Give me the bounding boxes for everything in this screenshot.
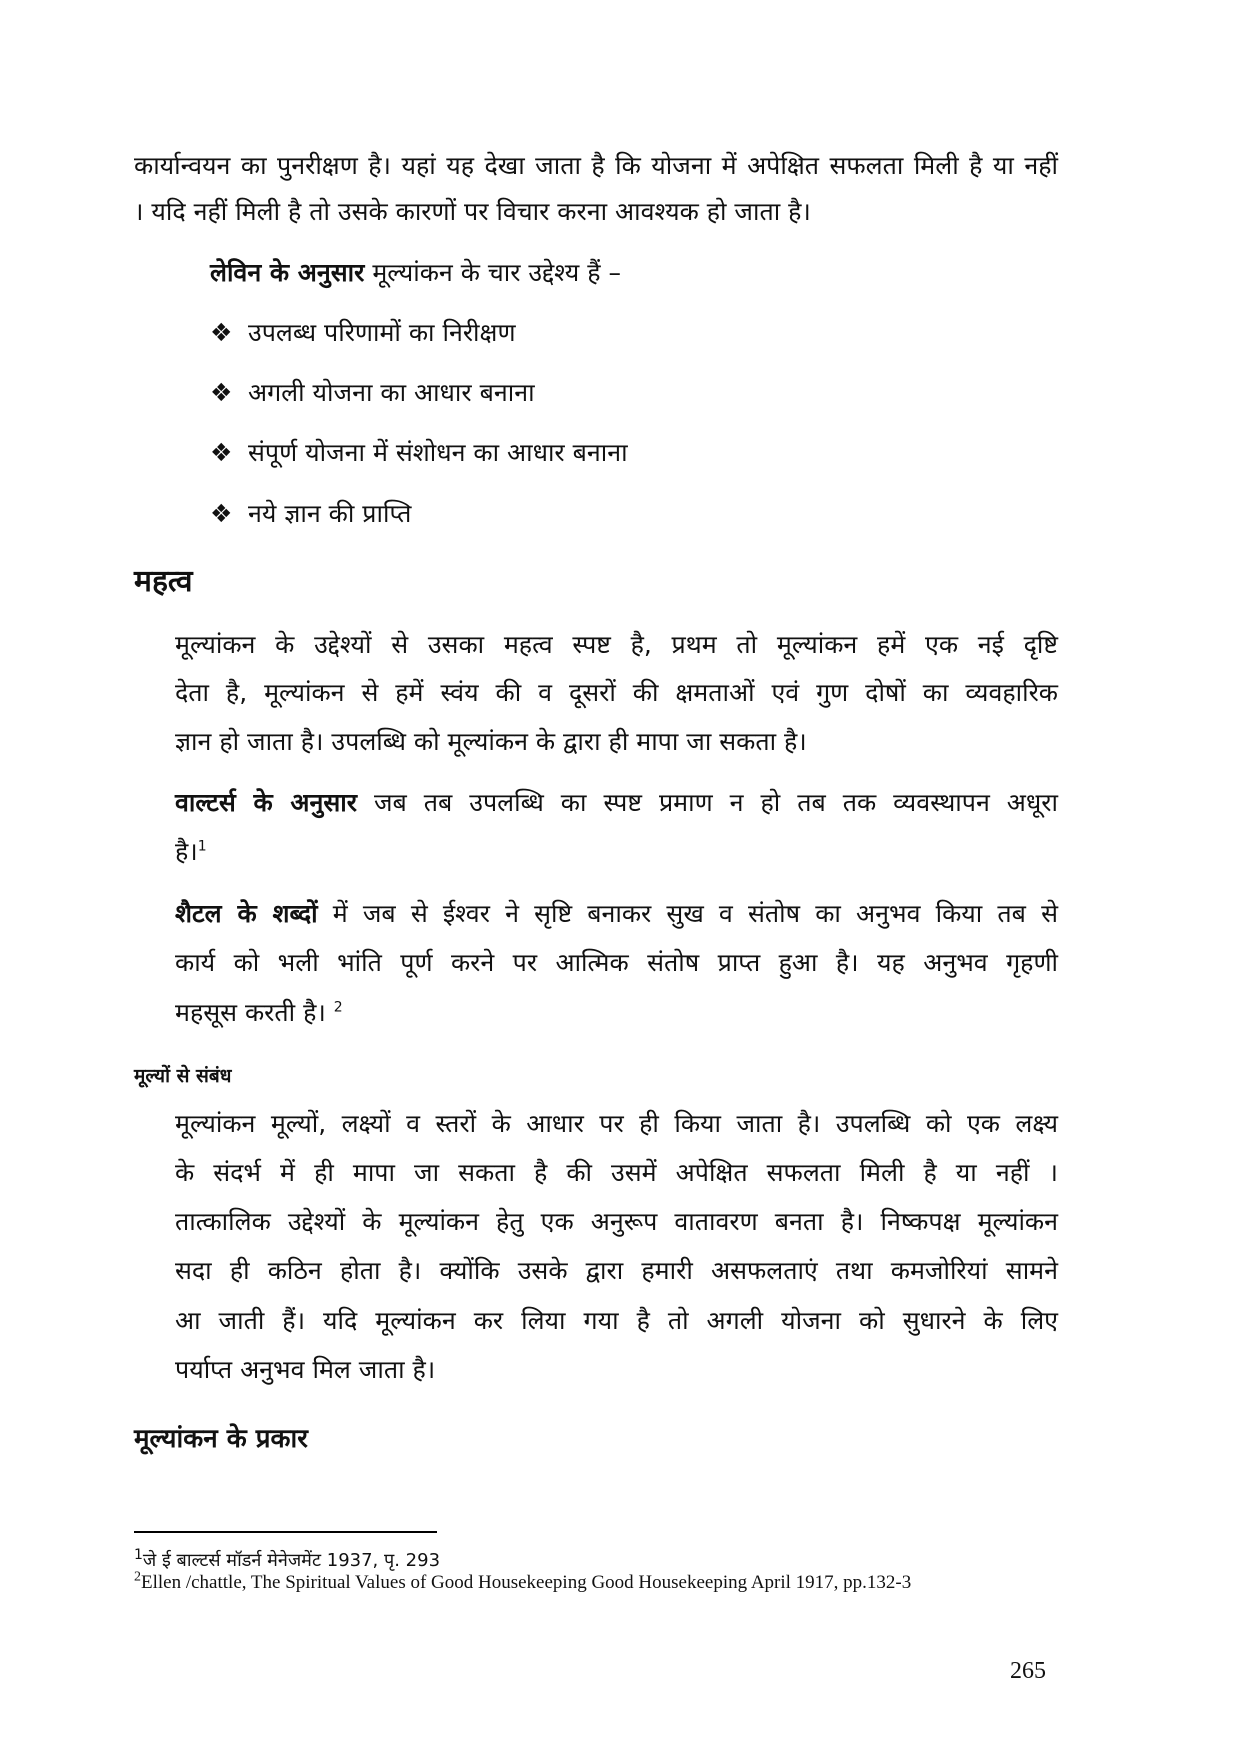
values-line-6: पर्याप्त अनुभव मिल जाता है। — [175, 1355, 436, 1384]
levin-item-text: नये ज्ञान की प्राप्ति — [248, 499, 412, 528]
values-line-4: सदा ही कठिन होता है। क्योंकि उसके द्वारा हमारी असफलताएं तथा कमजोरियां सामने — [175, 1256, 1058, 1285]
walters-line-2 — [175, 835, 207, 869]
levin-item-2 — [210, 376, 535, 410]
levin-lead: लेविन के अनुसार — [210, 258, 365, 287]
values-line-1: मूल्यांकन मूल्यों, लक्ष्यों व स्तरों के आधार पर ही किया जाता है। उपलब्धि को एक लक्ष्य — [175, 1109, 1058, 1138]
importance-line-2: देता है, मूल्यांकन से हमें स्वंय की व दूसरों की क्षमताओं एवं गुण दोषों का व्यवहारिक — [175, 678, 1058, 707]
intro-line-1: कार्यान्वयन का पुनरीक्षण है। यहां यह देखा जाता है कि योजना में अपेक्षित सफलता मिली है या नहीं — [134, 151, 1058, 180]
values-line-5: आ जाती हैं। यदि मूल्यांकन कर लिया गया है तो अगली योजना को सुधारने के लिए — [175, 1306, 1058, 1335]
levin-item-text: संपूर्ण योजना में संशोधन का आधार बनाना — [248, 438, 628, 467]
footnote-ref-1: 1 — [197, 838, 207, 855]
intro-line-2: । यदि नहीं मिली है तो उसके कारणों पर विचार करना आवश्यक हो जाता है। — [134, 197, 811, 226]
shatel-line-1 — [175, 897, 1058, 931]
footnote-ref-2: 2 — [333, 999, 343, 1016]
levin-item-1 — [210, 316, 516, 350]
walters-text-2: है। — [175, 837, 198, 866]
footnote-2 — [134, 1569, 912, 1594]
footnote-2-text: Ellen /chattle, The Spiritual Values of Good Housekeeping Good Housekeeping April 1917, pp.132-3 — [141, 1572, 912, 1593]
walters-lead: वाल्टर्स के अनुसार — [175, 788, 358, 817]
values-line-2: के संदर्भ में ही मापा जा सकता है की उसमें अपेक्षित सफलता मिली है या नहीं । — [175, 1158, 1058, 1187]
footnote-2-number: 2 — [134, 1569, 141, 1585]
walters-line-1 — [175, 786, 1058, 820]
levin-item-text: अगली योजना का आधार बनाना — [248, 378, 535, 407]
footnote-1 — [134, 1547, 441, 1572]
values-heading: मूल्यों से संबंध — [134, 1065, 232, 1087]
values-line-3: तात्कालिक उद्देश्यों के मूल्यांकन हेतु एक अनुरूप वातावरण बनता है। निष्कपक्ष मूल्यांकन — [175, 1207, 1058, 1236]
diamond-bullet-icon: ❖ — [210, 438, 233, 467]
shatel-line-2: कार्य को भली भांति पूर्ण करने पर आत्मिक संतोष प्राप्त हुआ है। यह अनुभव गृहणी — [175, 948, 1058, 977]
diamond-bullet-icon: ❖ — [210, 499, 233, 528]
footnote-divider — [134, 1531, 437, 1533]
importance-line-1: मूल्यांकन के उद्देश्यों से उसका महत्व स्पष्ट है, प्रथम तो मूल्यांकन हमें एक नई दृष्टि — [175, 630, 1058, 659]
shatel-lead: शैटल के शब्दों — [175, 899, 318, 928]
page-number: 265 — [1010, 1658, 1046, 1684]
diamond-bullet-icon: ❖ — [210, 318, 233, 347]
levin-intro — [210, 256, 621, 290]
diamond-bullet-icon: ❖ — [210, 378, 233, 407]
levin-item-3 — [210, 436, 628, 470]
importance-line-3: ज्ञान हो जाता है। उपलब्धि को मूल्यांकन के द्वारा ही मापा जा सकता है। — [175, 727, 807, 756]
footnote-1-number: 1 — [134, 1547, 143, 1563]
importance-heading: महत्व — [134, 564, 193, 599]
walters-text: जब तब उपलब्धि का स्पष्ट प्रमाण न हो तब तक व्यवस्थापन अधूरा — [357, 788, 1058, 817]
shatel-text-3: महसूस करती है। — [175, 998, 334, 1027]
levin-item-4 — [210, 497, 411, 531]
levin-rest: मूल्यांकन के चार उद्देश्य हैं – — [364, 258, 621, 287]
levin-item-text: उपलब्ध परिणामों का निरीक्षण — [248, 318, 516, 347]
shatel-text: में जब से ईश्वर ने सृष्टि बनाकर सुख व संतोष का अनुभव किया तब से — [317, 899, 1058, 928]
shatel-line-3 — [175, 996, 343, 1030]
types-heading: मूल्यांकन के प्रकार — [134, 1424, 308, 1454]
footnote-1-text: जे ई बाल्टर्स मॉडर्न मेनेजमेंट 1937, पृ. 293 — [142, 1550, 441, 1571]
